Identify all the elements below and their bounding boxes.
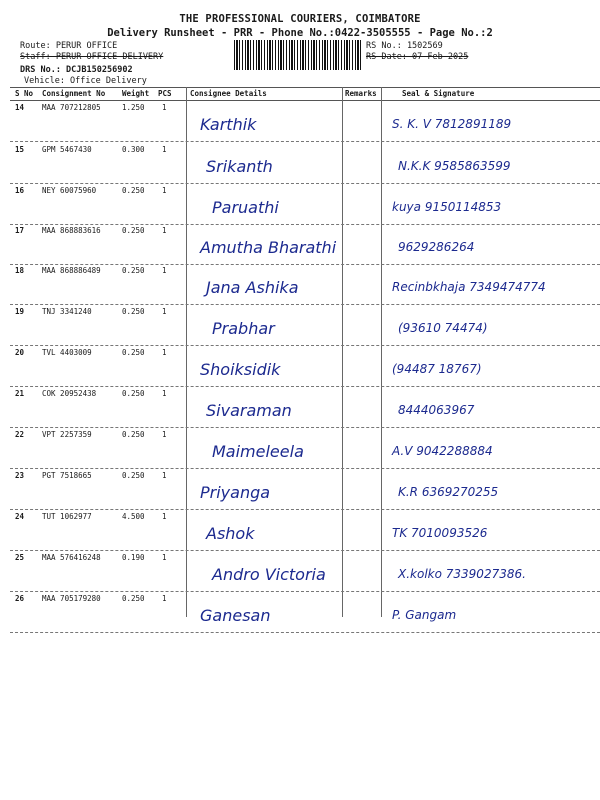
row-consignee-handwritten: Maimeleela: [212, 442, 304, 461]
row-signature-handwritten: P. Gangam: [392, 608, 457, 622]
row-consignee-handwritten: Paruathi: [212, 198, 279, 217]
vehicle-label: Vehicle: Office Delivery: [24, 76, 147, 86]
row-sno: 17: [15, 226, 25, 235]
row-consignment-no: MAA 705179280: [42, 594, 101, 603]
row-signature-handwritten: S. K. V 7812891189: [392, 117, 512, 131]
row-signature-handwritten: 9629286264: [398, 240, 475, 254]
row-sno: 22: [15, 430, 25, 439]
row-sno: 16: [15, 186, 25, 195]
row-separator: [10, 224, 600, 225]
row-weight: 0.250: [122, 389, 145, 398]
row-separator: [10, 509, 600, 510]
row-weight: 0.250: [122, 186, 145, 195]
col-remarks: Remarks: [345, 89, 377, 98]
row-consignment-no: MAA 576416248: [42, 553, 101, 562]
row-weight: 0.250: [122, 266, 145, 275]
row-signature-handwritten: kuya 9150114853: [392, 200, 502, 214]
row-separator: [10, 141, 600, 142]
runsheet-subtitle: Delivery Runsheet - PRR - Phone No.:0422-3505555 - Page No.:2: [107, 27, 493, 39]
row-weight: 0.250: [122, 594, 145, 603]
row-weight: 1.250: [122, 103, 145, 112]
row-consignment-no: PGT 7518665: [42, 471, 92, 480]
col-divider-signature: [381, 87, 382, 617]
row-consignment-no: VPT 2257359: [42, 430, 92, 439]
col-signature: Seal & Signature: [402, 89, 475, 98]
col-consignee: Consignee Details: [190, 89, 267, 98]
row-consignment-no: TNJ 3341240: [42, 307, 92, 316]
row-pcs: 1: [162, 553, 167, 562]
row-consignment-no: TUT 1062977: [42, 512, 92, 521]
row-separator: [10, 183, 600, 184]
row-pcs: 1: [162, 430, 167, 439]
row-separator: [10, 264, 600, 265]
row-signature-handwritten: (93610 74474): [398, 321, 488, 335]
staff-label: Staff: PERUR OFFICE DELIVERY: [20, 52, 164, 62]
row-sno: 20: [15, 348, 25, 357]
rs-number: RS No.: 1502569: [366, 41, 443, 51]
rs-date: RS Date: 07 Feb 2025: [366, 52, 469, 62]
row-weight: 0.250: [122, 226, 145, 235]
row-pcs: 1: [162, 348, 167, 357]
route-label: Route: PERUR OFFICE: [20, 41, 118, 51]
barcode: [234, 40, 362, 70]
row-weight: 0.250: [122, 471, 145, 480]
row-sno: 19: [15, 307, 25, 316]
col-sno: S No: [15, 89, 34, 98]
row-pcs: 1: [162, 389, 167, 398]
row-pcs: 1: [162, 512, 167, 521]
row-separator: [10, 386, 600, 387]
row-consignee-handwritten: Priyanga: [200, 483, 271, 502]
row-sno: 15: [15, 145, 25, 154]
row-separator: [10, 345, 600, 346]
row-weight: 0.300: [122, 145, 145, 154]
row-consignee-handwritten: Sivaraman: [206, 401, 292, 420]
col-pcs: PCS: [158, 89, 172, 98]
row-consignment-no: GPM 5467430: [42, 145, 92, 154]
row-pcs: 1: [162, 307, 167, 316]
row-sno: 25: [15, 553, 25, 562]
col-divider-consignee: [186, 87, 187, 617]
row-pcs: 1: [162, 145, 167, 154]
row-weight: 0.250: [122, 348, 145, 357]
row-consignee-handwritten: Srikanth: [206, 157, 273, 176]
row-consignment-no: MAA 868883616: [42, 226, 101, 235]
rs-details: [366, 41, 468, 63]
row-sno: 18: [15, 266, 25, 275]
row-sno: 14: [15, 103, 25, 112]
row-sno: 23: [15, 471, 25, 480]
header-bottom-rule: [10, 100, 600, 101]
row-sno: 21: [15, 389, 25, 398]
row-consignee-handwritten: Prabhar: [212, 319, 275, 338]
col-consignment: Consignment No: [42, 89, 106, 98]
row-separator: [10, 591, 600, 592]
col-weight: Weight: [122, 89, 150, 98]
row-consignee-handwritten: Ganesan: [200, 606, 271, 625]
row-signature-handwritten: N.K.K 9585863599: [398, 159, 511, 173]
row-sno: 26: [15, 594, 25, 603]
row-consignee-handwritten: Ashok: [206, 524, 255, 543]
row-consignee-handwritten: Andro Victoria: [212, 565, 326, 584]
row-separator: [10, 427, 600, 428]
row-signature-handwritten: 8444063967: [398, 403, 475, 417]
row-pcs: 1: [162, 103, 167, 112]
table-top-rule: [10, 87, 600, 88]
row-consignee-handwritten: Jana Ashika: [206, 278, 299, 297]
col-divider-remarks: [342, 87, 343, 617]
row-consignment-no: COK 20952438: [42, 389, 97, 398]
row-consignment-no: MAA 707212805: [42, 103, 101, 112]
row-signature-handwritten: (94487 18767): [392, 362, 482, 376]
row-consignment-no: MAA 868886489: [42, 266, 101, 275]
row-weight: 0.190: [122, 553, 145, 562]
row-separator: [10, 304, 600, 305]
row-consignee-handwritten: Amutha Bharathi: [200, 238, 337, 257]
row-signature-handwritten: Recinbkhaja 7349474774: [392, 280, 546, 294]
row-pcs: 1: [162, 266, 167, 275]
row-consignment-no: TVL 4403009: [42, 348, 92, 357]
row-pcs: 1: [162, 594, 167, 603]
row-weight: 0.250: [122, 307, 145, 316]
row-weight: 4.500: [122, 512, 145, 521]
row-pcs: 1: [162, 186, 167, 195]
row-signature-handwritten: A.V 9042288884: [392, 444, 493, 458]
row-consignee-handwritten: Shoiksidik: [200, 360, 281, 379]
row-consignment-no: NEY 60075960: [42, 186, 97, 195]
row-separator: [10, 550, 600, 551]
row-consignee-handwritten: Karthik: [200, 115, 257, 134]
row-separator: [10, 468, 600, 469]
row-signature-handwritten: K.R 6369270255: [398, 485, 499, 499]
drs-number: DRS No.: DCJB150256902: [20, 65, 133, 75]
row-pcs: 1: [162, 471, 167, 480]
row-signature-handwritten: X.kolko 7339027386.: [398, 567, 526, 581]
row-sno: 24: [15, 512, 25, 521]
row-separator: [10, 632, 600, 633]
row-weight: 0.250: [122, 430, 145, 439]
row-pcs: 1: [162, 226, 167, 235]
row-signature-handwritten: TK 7010093526: [392, 526, 488, 540]
company-title: THE PROFESSIONAL COURIERS, COIMBATORE: [179, 13, 421, 25]
table-header: [15, 89, 600, 100]
